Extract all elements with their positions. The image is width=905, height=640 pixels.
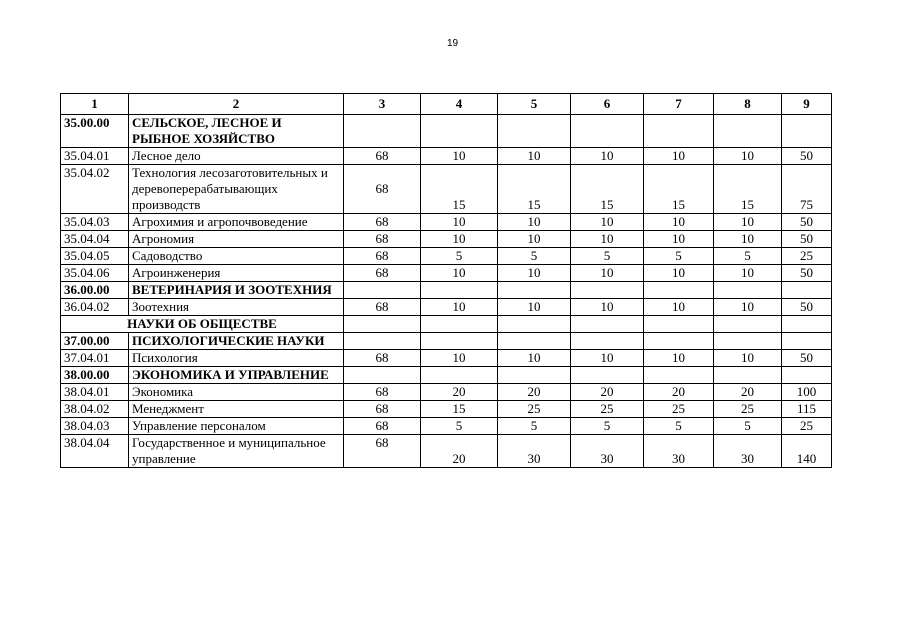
table-row: [61, 231, 832, 248]
admission-table: [60, 93, 832, 468]
empty-cell: [644, 316, 714, 333]
program-code: 37.04.01: [61, 350, 129, 367]
table-row: [61, 401, 832, 418]
program-name: Психология: [129, 350, 344, 367]
table-row: [61, 316, 832, 333]
program-name: Агрохимия и агропочвоведение: [129, 214, 344, 231]
value-cell: 10: [421, 350, 498, 367]
table-row: [61, 418, 832, 435]
empty-cell: [782, 115, 832, 148]
empty-cell: [498, 316, 571, 333]
table-row: [61, 435, 832, 468]
group-name: СЕЛЬСКОЕ, ЛЕСНОЕ И РЫБНОЕ ХОЗЯЙСТВО: [129, 115, 344, 148]
value-cell: 5: [714, 248, 782, 265]
value-cell: 5: [421, 248, 498, 265]
value-cell: 50: [782, 299, 832, 316]
value-cell: 15: [421, 401, 498, 418]
value-cell: 30: [644, 435, 714, 468]
program-code: 35.04.01: [61, 148, 129, 165]
value-cell: 10: [571, 299, 644, 316]
header-cell: 2: [129, 94, 344, 115]
value-cell: 10: [714, 148, 782, 165]
value-cell: 50: [782, 265, 832, 282]
program-name: Технология лесозаготовительных и деревоперерабатывающих производств: [129, 165, 344, 214]
empty-cell: [498, 115, 571, 148]
program-code: 38.04.02: [61, 401, 129, 418]
col3-value: 68: [344, 165, 421, 214]
value-cell: 10: [571, 231, 644, 248]
value-cell: 10: [421, 265, 498, 282]
value-cell: 5: [714, 418, 782, 435]
value-cell: 10: [644, 231, 714, 248]
value-cell: 10: [571, 265, 644, 282]
empty-cell: [571, 367, 644, 384]
value-cell: 50: [782, 148, 832, 165]
col3-value: 68: [344, 418, 421, 435]
value-cell: 5: [644, 418, 714, 435]
value-cell: 10: [498, 214, 571, 231]
value-cell: 25: [644, 401, 714, 418]
value-cell: 20: [498, 384, 571, 401]
empty-cell: [714, 316, 782, 333]
col3-value: 68: [344, 248, 421, 265]
group-code: 37.00.00: [61, 333, 129, 350]
table-body: [61, 94, 832, 468]
empty-cell: [782, 367, 832, 384]
value-cell: 10: [644, 350, 714, 367]
empty-cell: [421, 282, 498, 299]
value-cell: 10: [714, 265, 782, 282]
value-cell: 10: [714, 214, 782, 231]
value-cell: 10: [421, 214, 498, 231]
value-cell: 25: [571, 401, 644, 418]
section-title: НАУКИ ОБ ОБЩЕСТВЕ: [61, 316, 344, 333]
table-row: [61, 265, 832, 282]
value-cell: 10: [498, 265, 571, 282]
value-cell: 15: [644, 165, 714, 214]
empty-cell: [571, 115, 644, 148]
value-cell: 20: [421, 435, 498, 468]
program-name: Зоотехния: [129, 299, 344, 316]
program-code: 35.04.04: [61, 231, 129, 248]
value-cell: 75: [782, 165, 832, 214]
empty-cell: [498, 282, 571, 299]
group-name: ЭКОНОМИКА И УПРАВЛЕНИЕ: [129, 367, 344, 384]
value-cell: 25: [782, 418, 832, 435]
header-cell: 1: [61, 94, 129, 115]
col3-value: 68: [344, 384, 421, 401]
program-code: 38.04.03: [61, 418, 129, 435]
header-cell: 6: [571, 94, 644, 115]
value-cell: 50: [782, 350, 832, 367]
value-cell: 5: [498, 248, 571, 265]
value-cell: 30: [498, 435, 571, 468]
empty-cell: [571, 282, 644, 299]
empty-cell: [714, 367, 782, 384]
value-cell: 10: [421, 299, 498, 316]
empty-cell: [344, 282, 421, 299]
empty-cell: [782, 316, 832, 333]
empty-cell: [344, 333, 421, 350]
value-cell: 10: [714, 350, 782, 367]
value-cell: 20: [714, 384, 782, 401]
col3-value: 68: [344, 214, 421, 231]
program-code: 36.04.02: [61, 299, 129, 316]
value-cell: 10: [498, 231, 571, 248]
table-row: [61, 248, 832, 265]
header-row: [61, 94, 832, 115]
header-cell: 9: [782, 94, 832, 115]
group-name: ПСИХОЛОГИЧЕСКИЕ НАУКИ: [129, 333, 344, 350]
table-row: [61, 350, 832, 367]
program-name: Садоводство: [129, 248, 344, 265]
empty-cell: [571, 333, 644, 350]
empty-cell: [644, 333, 714, 350]
value-cell: 50: [782, 214, 832, 231]
empty-cell: [782, 282, 832, 299]
table-row: [61, 214, 832, 231]
program-code: 38.04.04: [61, 435, 129, 468]
table-row: [61, 367, 832, 384]
program-name: Агрономия: [129, 231, 344, 248]
value-cell: 30: [571, 435, 644, 468]
header-cell: 4: [421, 94, 498, 115]
empty-cell: [644, 282, 714, 299]
value-cell: 10: [571, 214, 644, 231]
value-cell: 10: [644, 299, 714, 316]
program-name: Менеджмент: [129, 401, 344, 418]
empty-cell: [714, 115, 782, 148]
empty-cell: [498, 367, 571, 384]
header-cell: 3: [344, 94, 421, 115]
empty-cell: [421, 367, 498, 384]
value-cell: 25: [714, 401, 782, 418]
table-row: [61, 115, 832, 148]
table-row: [61, 148, 832, 165]
value-cell: 5: [421, 418, 498, 435]
empty-cell: [421, 333, 498, 350]
value-cell: 10: [714, 299, 782, 316]
group-code: 35.00.00: [61, 115, 129, 148]
program-code: 35.04.02: [61, 165, 129, 214]
value-cell: 10: [571, 350, 644, 367]
empty-cell: [421, 316, 498, 333]
program-name: Управление персоналом: [129, 418, 344, 435]
header-cell: 5: [498, 94, 571, 115]
program-name: Государственное и муниципальное управление: [129, 435, 344, 468]
empty-cell: [644, 367, 714, 384]
empty-cell: [421, 115, 498, 148]
value-cell: 115: [782, 401, 832, 418]
group-name: ВЕТЕРИНАРИЯ И ЗООТЕХНИЯ: [129, 282, 344, 299]
value-cell: 10: [644, 214, 714, 231]
value-cell: 5: [571, 248, 644, 265]
program-code: 35.04.03: [61, 214, 129, 231]
value-cell: 10: [644, 148, 714, 165]
program-code: 38.04.01: [61, 384, 129, 401]
program-code: 35.04.05: [61, 248, 129, 265]
value-cell: 50: [782, 231, 832, 248]
program-name: Агроинженерия: [129, 265, 344, 282]
table-row: [61, 165, 832, 214]
program-name: Экономика: [129, 384, 344, 401]
value-cell: 15: [498, 165, 571, 214]
value-cell: 20: [644, 384, 714, 401]
value-cell: 5: [644, 248, 714, 265]
table-row: [61, 299, 832, 316]
program-code: 35.04.06: [61, 265, 129, 282]
value-cell: 10: [498, 148, 571, 165]
value-cell: 100: [782, 384, 832, 401]
col3-value: 68: [344, 148, 421, 165]
value-cell: 10: [421, 148, 498, 165]
table-row: [61, 384, 832, 401]
empty-cell: [344, 367, 421, 384]
value-cell: 10: [421, 231, 498, 248]
header-cell: 8: [714, 94, 782, 115]
col3-value: 68: [344, 435, 421, 468]
empty-cell: [571, 316, 644, 333]
value-cell: 20: [571, 384, 644, 401]
page-number: 19: [446, 38, 459, 49]
empty-cell: [644, 115, 714, 148]
empty-cell: [498, 333, 571, 350]
program-name: Лесное дело: [129, 148, 344, 165]
value-cell: 5: [498, 418, 571, 435]
group-code: 36.00.00: [61, 282, 129, 299]
value-cell: 10: [498, 299, 571, 316]
group-code: 38.00.00: [61, 367, 129, 384]
value-cell: 30: [714, 435, 782, 468]
value-cell: 20: [421, 384, 498, 401]
col3-value: 68: [344, 265, 421, 282]
value-cell: 25: [498, 401, 571, 418]
value-cell: 10: [498, 350, 571, 367]
col3-value: 68: [344, 299, 421, 316]
value-cell: 10: [644, 265, 714, 282]
empty-cell: [714, 333, 782, 350]
value-cell: 25: [782, 248, 832, 265]
value-cell: 10: [571, 148, 644, 165]
col3-value: 68: [344, 401, 421, 418]
empty-cell: [344, 316, 421, 333]
empty-cell: [344, 115, 421, 148]
col3-value: 68: [344, 231, 421, 248]
value-cell: 10: [714, 231, 782, 248]
header-cell: 7: [644, 94, 714, 115]
col3-value: 68: [344, 350, 421, 367]
value-cell: 5: [571, 418, 644, 435]
table-row: [61, 282, 832, 299]
value-cell: 140: [782, 435, 832, 468]
value-cell: 15: [571, 165, 644, 214]
value-cell: 15: [714, 165, 782, 214]
value-cell: 15: [421, 165, 498, 214]
table-row: [61, 333, 832, 350]
empty-cell: [714, 282, 782, 299]
empty-cell: [782, 333, 832, 350]
